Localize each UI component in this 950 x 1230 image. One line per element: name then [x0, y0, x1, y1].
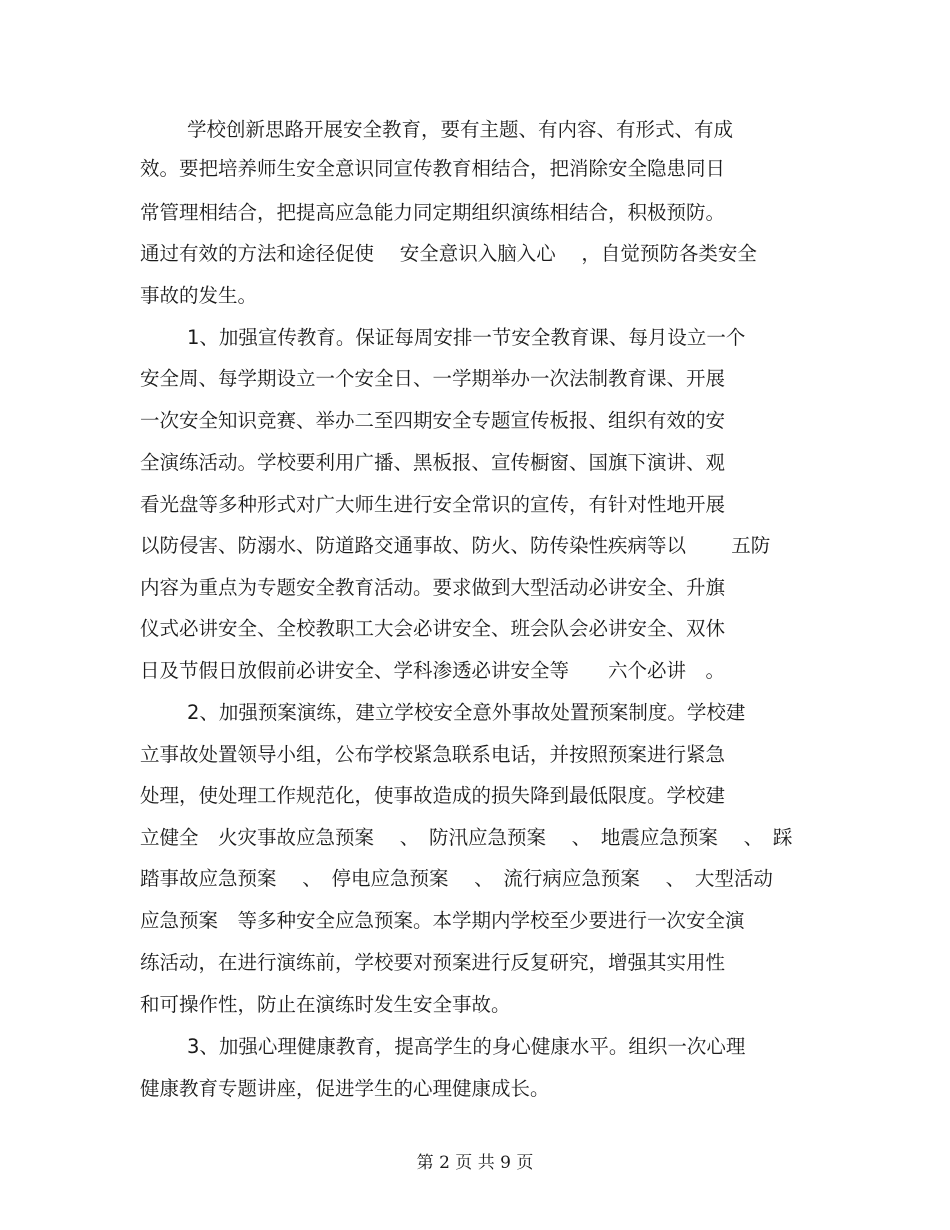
text-line: 通过有效的方法和途径促使 安全意识入脑入心 ，自觉预防各类安全 — [140, 242, 757, 265]
text-line: 以防侵害、防溺水、防道路交通事故、防火、防传染性疾病等以 五防 — [140, 534, 771, 557]
text-line: 和可操作性，防止在演练时发生安全事故。 — [140, 993, 511, 1016]
text-line: 健康教育专题讲座，促进学生的心理健康成长。 — [140, 1077, 550, 1100]
text-line: 2、加强预案演练，建立学校安全意外事故处置预案制度。学校建 — [187, 701, 746, 724]
page-number-footer: 第 2 页 共 9 页 — [416, 1153, 534, 1173]
text-line: 一次安全知识竞赛、举办二至四期安全专题宣传板报、组织有效的安 — [140, 409, 726, 432]
text-line: 安全周、每学期设立一个安全日、一学期举办一次法制教育课、开展 — [140, 367, 726, 390]
text-line: 全演练活动。学校要利用广播、黑板报、宣传橱窗、国旗下演讲、观 — [140, 451, 726, 474]
text-line: 处理，使处理工作规范化，使事故造成的损失降到最低限度。学校建 — [140, 784, 726, 807]
text-line: 踏事故应急预案 、 停电应急预案 、 流行病应急预案 、 大型活动 — [140, 867, 773, 890]
text-line: 3、加强心理健康教育，提高学生的身心健康水平。组织一次心理 — [187, 1035, 746, 1058]
text-line: 1、加强宣传教育。保证每周安排一节安全教育课、每月设立一个 — [187, 326, 746, 349]
text-line: 事故的发生。 — [140, 284, 258, 307]
text-line: 立事故处置领导小组，公布学校紧急联系电话，并按照预案进行紧急 — [140, 743, 726, 766]
text-line: 应急预案 等多种安全应急预案。本学期内学校至少要进行一次安全演 — [140, 909, 745, 932]
text-line: 效。要把培养师生安全意识同宣传教育相结合，把消除安全隐患同日 — [140, 157, 726, 180]
text-line: 仪式必讲安全、全校教职工大会必讲安全、班会队会必讲安全、双休 — [140, 617, 726, 640]
text-line: 日及节假日放假前必讲安全、学科渗透必讲安全等 六个必讲 。 — [140, 659, 726, 682]
text-line: 立健全 火灾事故应急预案 、 防汛应急预案 、 地震应急预案 、 踩 — [140, 826, 793, 849]
text-line: 常管理相结合，把提高应急能力同定期组织演练相结合，积极预防。 — [140, 201, 726, 224]
text-line: 学校创新思路开展安全教育，要有主题、有内容、有形式、有成 — [187, 118, 734, 141]
text-line: 内容为重点为专题安全教育活动。要求做到大型活动必讲安全、升旗 — [140, 576, 726, 599]
text-line: 看光盘等多种形式对广大师生进行安全常识的宣传，有针对性地开展 — [140, 493, 726, 516]
text-line: 练活动，在进行演练前，学校要对预案进行反复研究，增强其实用性 — [140, 951, 726, 974]
